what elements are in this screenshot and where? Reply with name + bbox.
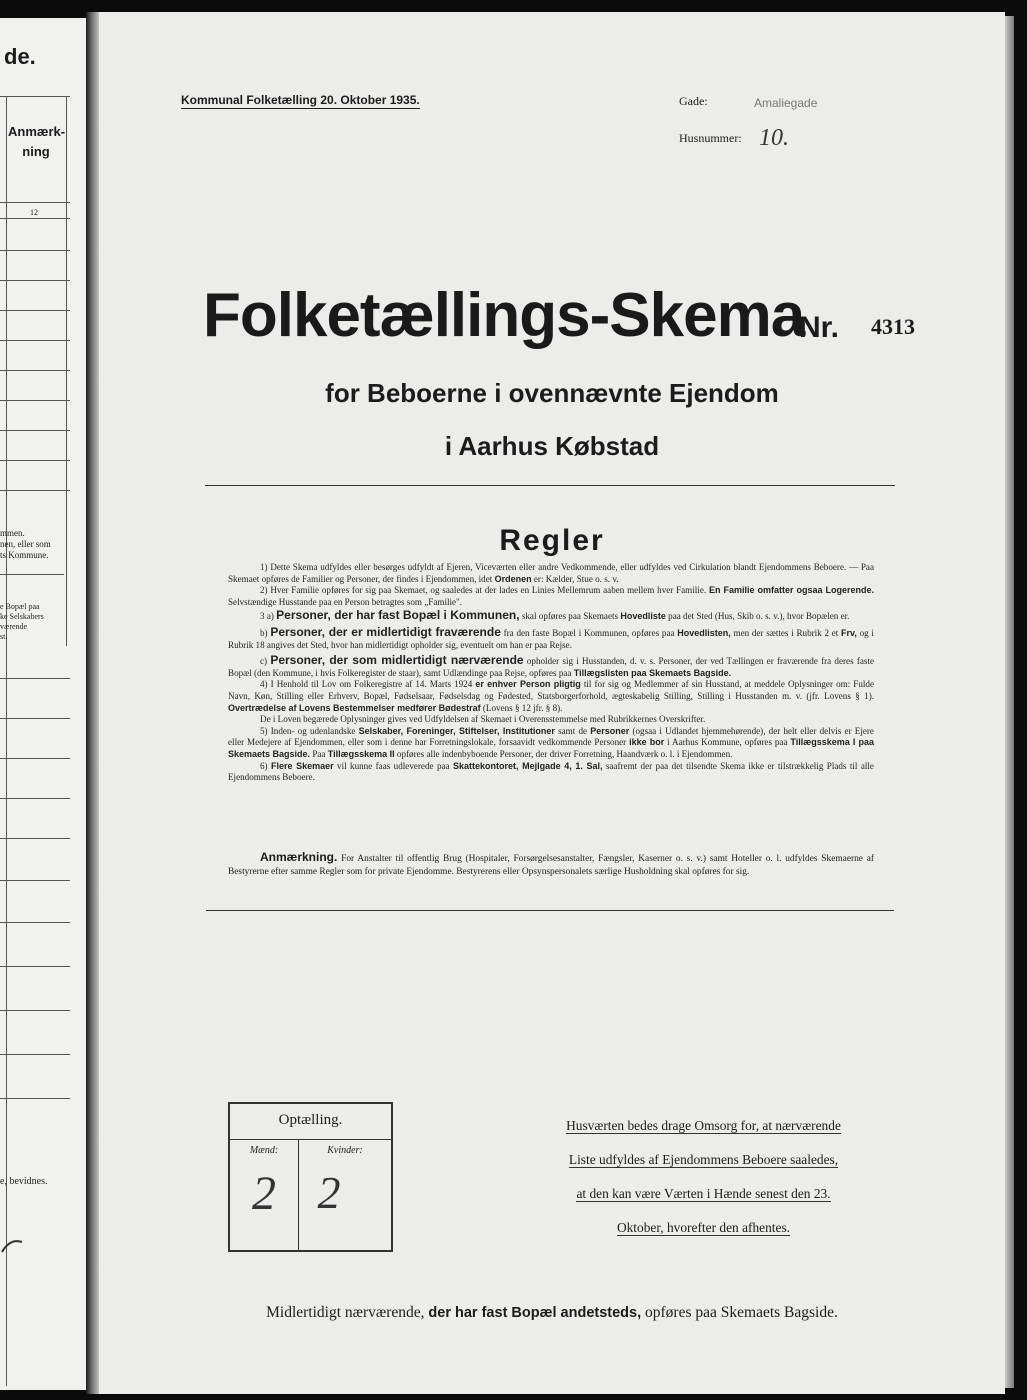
remark-text: For Anstalter til offentlig Brug (Hospitaler, Forsørgelsesanstalter, Fængsler, Kaserner o. s. v.) samt Hoteller o. l. udfyldes Skemaerne af Bestyrerne efter samme Regler som for private Ejendomme. Bestyrerens eller Opsynspersonalets særlige Husholdning skal opføres for sig. [228, 854, 875, 877]
left-page-text: e, bevidnes. [0, 1176, 48, 1187]
signature-mark [0, 1228, 30, 1268]
notice-line: Liste udfyldes af Ejendommens Beboere saaledes, [568, 1152, 839, 1167]
footer-note: Midlertidigt nærværende, der har fast Bopæl andetsteds, opføres paa Skemaets Bagside. [266, 1304, 838, 1321]
row-line [0, 490, 70, 491]
row-line [0, 310, 70, 311]
census-header: Kommunal Folketælling 20. Oktober 1935. [181, 93, 420, 107]
women-count: 2 [317, 1167, 341, 1218]
row-line [0, 430, 70, 431]
rule-3b: b) Personer, der er midlertidigt fraværende fra den faste Bopæl i Kommunen, opføres paa Hovedlisten, men der sættes i Rubrik 2 et Frv, og i Rubrik 18 angives det Sted, hvor han midlertidigt opholder sig, eventuelt om han er paa Rejse. [228, 624, 874, 650]
left-page-fragment [0, 18, 86, 1390]
left-page-title: de. [4, 44, 36, 69]
form-number-label: Nr. [799, 311, 840, 344]
men-label: Mænd: [249, 1145, 279, 1156]
row-line [0, 370, 70, 371]
form-number-value: 4313 [871, 314, 915, 339]
landlord-notice [531, 1109, 876, 1245]
rule-4-note: De i Loven begærede Oplysninger gives ved Udfyldelsen af Skemaet i Overensstemmelse med Rubrikkernes Overskrifter. [260, 714, 706, 725]
form-subtitle: for Beboerne i ovennævnte Ejendom [325, 378, 779, 408]
street-value: Amaliegade [754, 96, 818, 110]
rule-1: 1) Dette Skema udfyldes eller besørges udfyldt af Ejeren, Viceværten eller andre Vedkommende, eller udfyldes ved Cirkulation blandt Ejendommens Beboere. — Paa Skemaet opføres de Familier og Personer, der findes i Ejendommen, idet Ordenen er: Kælder, Stue o. s. v. [228, 562, 874, 584]
rules-text [228, 562, 874, 784]
column-number: 12 [30, 208, 38, 217]
row-line [0, 718, 70, 719]
row-line [0, 880, 70, 881]
divider [6, 96, 7, 1386]
divider [205, 485, 895, 486]
divider [0, 574, 64, 575]
left-page-text: mmen. nen, eller som ts Kommune. [0, 528, 51, 560]
rule-6: 6) Flere Skemaer vil kunne faas udleverede paa Skattekontoret, Mejlgade 4, 1. Sal, saafremt der paa det tilsendte Skema ikke er tilstrækkelig Plads til alle Ejendommens Beboere. [228, 760, 874, 783]
book-spine [86, 12, 100, 1394]
divider [0, 96, 70, 97]
count-box [228, 1102, 393, 1252]
divider [206, 910, 894, 911]
notice-line: Oktober, hvorefter den afhentes. [616, 1220, 791, 1235]
row-line [0, 1010, 70, 1011]
row-line [0, 250, 70, 251]
remark-label: Anmærkning. [260, 850, 338, 864]
rule-5: 5) Inden- og udenlandske Selskaber, Foreninger, Stiftelser, Institutioner samt de Personer (ogsaa i Udlandet hjemmehørende), der helt eller delvis er Ejere eller Medejere af Ejendommen, eller som i denne har Forretningslokale, forsaavidt vedkommende Personer ikke bor i Aarhus Kommune, opføres paa Tillægsskema I paa Skemaets Bagside. Paa Tillægsskema II opføres alle indenbyboende Personer, der driver Forretning, Haandværk o. l. i Ejendommen. [228, 725, 874, 759]
house-number-value: 10. [759, 125, 789, 151]
house-number-label: Husnummer: [679, 131, 742, 145]
row-line [0, 1098, 70, 1099]
row-line [0, 798, 70, 799]
form-subtitle-city: i Aarhus Købstad [444, 431, 660, 461]
column-header-anmaerkning: Anmærk- ning [8, 124, 66, 159]
row-line [0, 838, 70, 839]
row-line [0, 460, 70, 461]
divider [0, 218, 70, 219]
row-line [0, 758, 70, 759]
row-line [0, 1054, 70, 1055]
rule-4: 4) I Henhold til Lov om Folkeregistre af 14. Marts 1924 er enhver Person pligtig til for sig og Medlemmer af sin Husstand, at meddele Oplysninger om: Fulde Navn, Køn, Stilling eller Erhverv, Bopæl, Fødselsaar, Fødselsdag og Fødested, Statsborgerforhold, ægteskabelig Stilling, Stilling i Husstanden m. v. (jfr. Lovens § 1). Overtrædelse af Lovens Bestemmelser medfører Bødestraf (Lovens § 12 jfr. § 8). [228, 679, 874, 713]
page-edge [1005, 16, 1014, 1388]
rule-3a: 3 a) Personer, der har fast Bopæl i Kommunen, skal opføres paa Skemaets Hovedliste paa det Sted (Hus, Skib o. s. v.), hvor Bopælen er. [260, 608, 850, 623]
remark-paragraph [228, 850, 874, 879]
left-page-text: e Bopæl paa ke Selskabers værende st. [0, 602, 44, 641]
notice-line: at den kan være Værten i Hænde senest den 23. [576, 1186, 831, 1201]
rules-heading: Regler [499, 524, 605, 557]
divider [0, 202, 70, 203]
row-line [0, 400, 70, 401]
rule-3c: c) Personer, der som midlertidigt nærværende opholder sig i Husstanden, d. v. s. Personer, der ved Tællingen er fraværende fra deres faste Bopæl (den Kommune, i hvis Folkeregister de staar), samt Udlændinge paa Rejse, opføres paa Tillægslisten paa Skemaets Bagside. [228, 653, 875, 678]
men-count: 2 [252, 1167, 276, 1220]
count-title: Optælling. [278, 1112, 343, 1128]
row-line [0, 280, 70, 281]
census-form-page [99, 12, 1005, 1394]
notice-line: Husværten bedes drage Omsorg for, at nærværende [566, 1118, 841, 1133]
rule-2: 2) Hver Familie opføres for sig paa Skemaet, og saaledes at der lades en Linies Mellemrum aaben mellem hver Familie. En Familie omfatter ogsaa Logerende. Selvstændige Husstande paa en Person betragtes som „Familie". [228, 585, 874, 607]
row-line [0, 340, 70, 341]
divider [66, 96, 67, 646]
row-line [0, 922, 70, 923]
divider [230, 1139, 391, 1140]
women-label: Kvinder: [327, 1145, 363, 1156]
form-title: Folketællings-Skema [203, 281, 805, 350]
row-line [0, 966, 70, 967]
street-label: Gade: [679, 94, 708, 108]
row-line [0, 678, 70, 679]
